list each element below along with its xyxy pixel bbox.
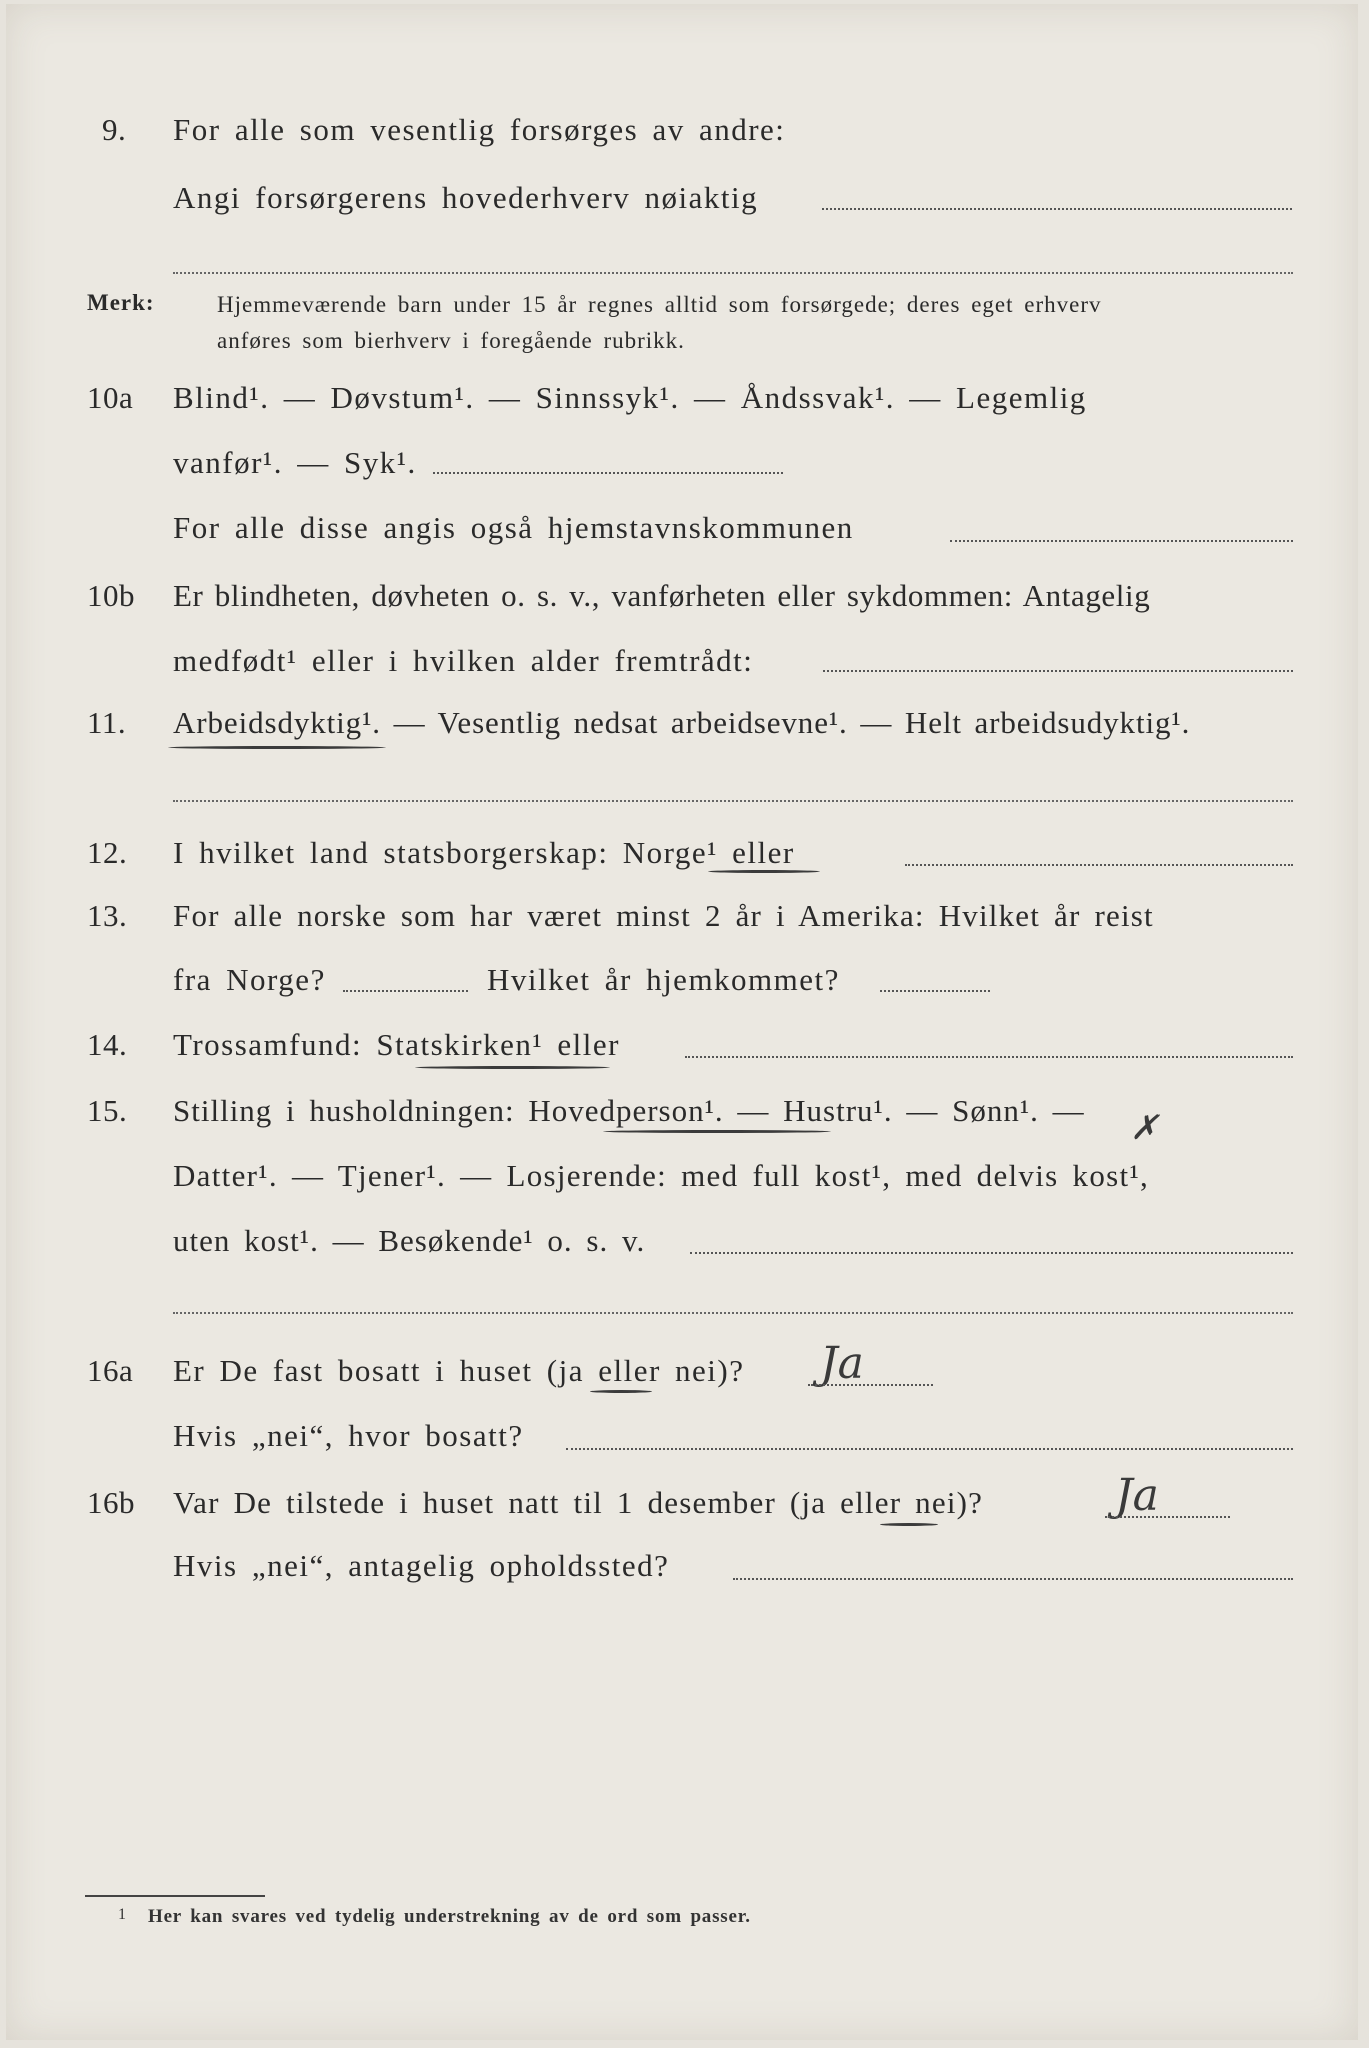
q16a-answer-line	[808, 1384, 933, 1386]
q10a-answer-line	[433, 472, 783, 474]
q9-answer-line	[822, 208, 1292, 210]
q10a-kommune-line	[950, 540, 1293, 542]
item-number-14: 14.	[87, 1027, 128, 1062]
footnote-rule	[85, 1895, 265, 1897]
q12-line1: I hvilket land statsborgerskap: Norge¹ eller	[173, 835, 795, 870]
q16b-answer-line	[1105, 1516, 1230, 1518]
q16a-line1: Er De fast bosatt i huset (ja eller nei)?	[173, 1353, 745, 1388]
q11-line1: Arbeidsdyktig¹. — Vesentlig nedsat arbeidsevne¹. — Helt arbeidsudyktig¹.	[173, 705, 1191, 740]
q10a-line1-text: Blind¹. — Døvstum¹. — Sinnssyk¹. — Åndssvak¹. — Legemlig	[173, 380, 1087, 415]
q15-answer-line-2	[173, 1312, 1293, 1314]
q14-answer-line	[685, 1056, 1293, 1058]
item-number-9: 9.	[102, 112, 127, 147]
item-number-11: 11.	[87, 705, 127, 740]
q15-line3: uten kost¹. — Besøkende¹ o. s. v.	[173, 1223, 646, 1258]
merk-label: Merk:	[87, 290, 155, 315]
q16a-bosatt-line	[566, 1448, 1293, 1450]
q14-answer-underline	[415, 1066, 610, 1069]
q16b-handwritten-answer: Ja	[1115, 1470, 1159, 1521]
footnote-text: Her kan svares ved tydelig understrekning av de ord som passer.	[148, 1906, 751, 1927]
q16a-handwritten-answer: Ja	[820, 1338, 864, 1389]
q9-line1: For alle som vesentlig forsørges av andre:	[173, 112, 786, 147]
q16b-line2: Hvis „nei“, antagelig opholdssted?	[173, 1548, 670, 1583]
q10b-line1: Er blindheten, døvheten o. s. v., vanførheten eller sykdommen: Antagelig	[173, 578, 1151, 613]
q9-line2: Angi forsørgerens hovederhverv nøiaktig	[173, 180, 759, 215]
q13-hjemkommet-line	[880, 990, 990, 992]
q15-line1: Stilling i husholdningen: Hovedperson¹. — Hustru¹. — Sønn¹. —	[173, 1093, 1085, 1128]
q10a-line2: vanfør¹. — Syk¹.	[173, 445, 417, 480]
q16a-answer-underline	[590, 1390, 652, 1393]
item-number-12: 12.	[87, 835, 128, 870]
q10a-line3: For alle disse angis også hjemstavnskommunen	[173, 510, 854, 545]
q13-line2a: fra Norge?	[173, 962, 326, 997]
q15-line2: Datter¹. — Tjener¹. — Losjerende: med full kost¹, med delvis kost¹,	[173, 1158, 1150, 1193]
q14-line1: Trossamfund: Statskirken¹ eller	[173, 1027, 620, 1062]
q12-answer-underline	[708, 870, 820, 873]
q13-reist-line	[343, 990, 468, 992]
q10b-answer-line	[823, 670, 1293, 672]
q12-answer-line	[905, 864, 1293, 866]
q16b-opholdssted-line	[733, 1578, 1293, 1580]
q10a-line1	[173, 380, 1087, 416]
merk-line2: anføres som bierhverv i foregående rubrikk.	[217, 328, 685, 353]
item-number-13: 13.	[87, 898, 128, 933]
q10b-line2: medfødt¹ eller i hvilken alder fremtrådt:	[173, 643, 754, 678]
q15-answer-line	[690, 1252, 1293, 1254]
q9-answer-line-2	[173, 272, 1293, 274]
q11-answer-line	[173, 800, 1293, 802]
merk-line1: Hjemmeværende barn under 15 år regnes alltid som forsørgede; deres eget erhverv	[217, 292, 1102, 317]
q13-line1: For alle norske som har været minst 2 år i Amerika: Hvilket år reist	[173, 898, 1154, 933]
item-number-15: 15.	[87, 1093, 128, 1128]
item-number-10a: 10a	[87, 380, 134, 415]
q15-answer-underline	[603, 1130, 831, 1133]
q16a-line2: Hvis „nei“, hvor bosatt?	[173, 1418, 524, 1453]
q13-line2b: Hvilket år hjemkommet?	[487, 962, 840, 997]
item-number-16b: 16b	[87, 1485, 135, 1520]
q16b-line1: Var De tilstede i huset natt til 1 desember (ja eller nei)?	[173, 1485, 984, 1520]
item-number-10b: 10b	[87, 578, 135, 613]
q11-answer-underline	[168, 746, 386, 749]
footnote-marker: 1	[118, 1906, 127, 1923]
q15-handwritten-cross: ✗	[1130, 1108, 1159, 1148]
item-number-16a: 16a	[87, 1353, 134, 1388]
q16b-answer-underline	[880, 1523, 938, 1526]
